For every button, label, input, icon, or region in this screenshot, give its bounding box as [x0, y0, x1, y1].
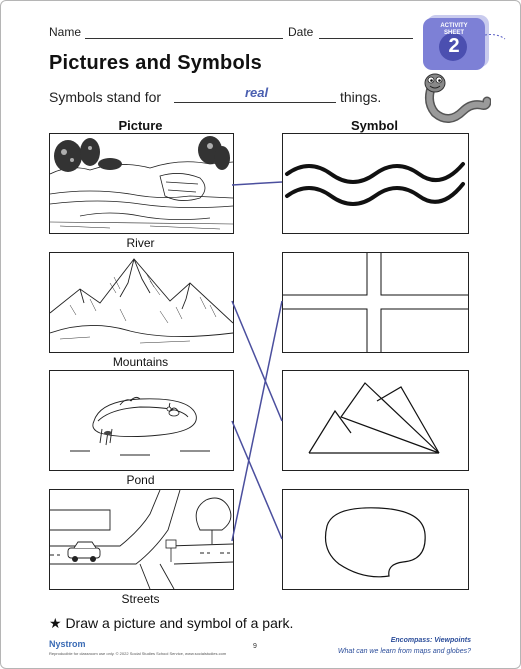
park-instruction: ★ Draw a picture and symbol of a park. [49, 615, 294, 631]
match-line-mountains [232, 301, 282, 421]
badge-line1: ACTIVITY [440, 23, 468, 29]
triangles-symbol-box [282, 370, 469, 471]
river-picture [49, 133, 234, 234]
answer-text: real [245, 85, 269, 100]
wavy-lines-symbol-box [282, 133, 469, 234]
answer-blank[interactable] [174, 102, 336, 103]
mountains-caption: Mountains [112, 355, 169, 369]
publisher-brand: Nystrom [49, 639, 86, 649]
date-label: Date [288, 25, 314, 39]
match-line-river [232, 182, 282, 185]
streets-caption: Streets [121, 592, 160, 606]
crossed-lines-symbol-icon [283, 253, 468, 352]
pond-scene-icon [50, 371, 233, 470]
series-question: What can we learn from maps and globes? [337, 648, 471, 655]
blob-symbol-icon [283, 490, 468, 589]
copyright-fine-print: Reproducible for classroom use only. © 2022 Social Studies School Service, www.socialstudies.com [49, 651, 227, 656]
name-field[interactable] [85, 38, 283, 39]
pond-picture [49, 370, 234, 471]
river-scene-icon [50, 134, 233, 233]
sentence-start: Symbols stand for [49, 89, 162, 105]
streets-picture [49, 489, 234, 590]
mountain-scene-icon [50, 253, 233, 352]
date-field[interactable] [319, 38, 413, 39]
match-line-pond [232, 421, 282, 539]
page-number: 9 [253, 643, 257, 650]
series-title: Encompass: Viewpoints [390, 637, 471, 644]
badge-line2: SHEET [443, 30, 464, 36]
name-label: Name [49, 25, 82, 39]
mountains-picture [49, 252, 234, 353]
symbol-column-header: Symbol [351, 118, 398, 133]
triangles-symbol-icon [283, 371, 468, 470]
wavy-lines-symbol-icon [283, 134, 468, 233]
blob-symbol-box [282, 489, 469, 590]
sentence-end: things. [340, 89, 382, 105]
pond-caption: Pond [126, 473, 155, 487]
river-caption: River [126, 236, 155, 250]
page-title: Pictures and Symbols [49, 52, 262, 74]
picture-column-header: Picture [118, 118, 163, 133]
street-scene-icon [50, 490, 233, 589]
match-line-streets [232, 301, 282, 541]
activity-sheet-badge [417, 13, 507, 75]
badge-number: 2 [448, 35, 460, 57]
crossed-lines-symbol-box [282, 252, 469, 353]
